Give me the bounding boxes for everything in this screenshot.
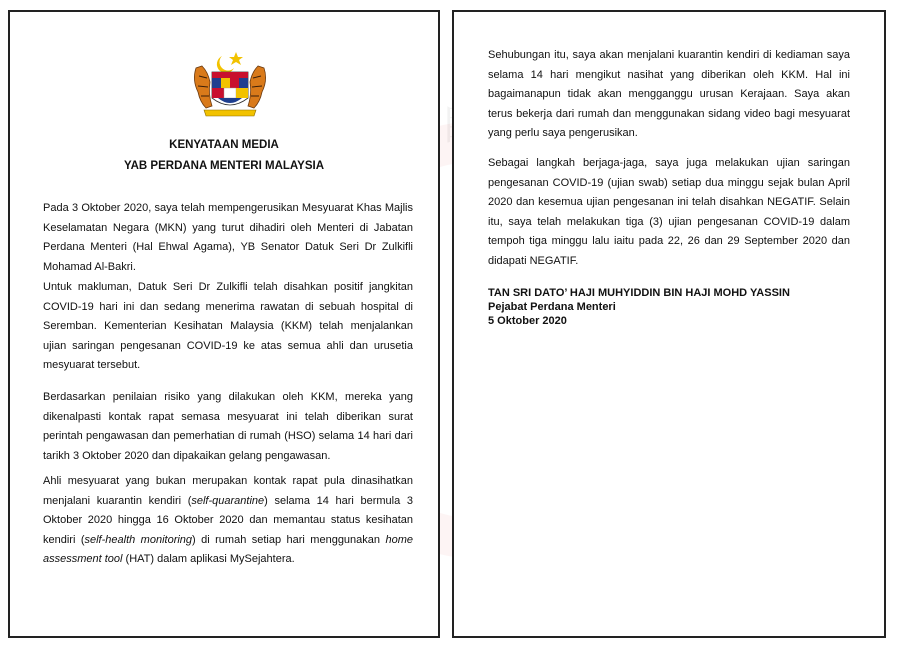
paragraph-2: Untuk makluman, Datuk Seri Dr Zulkifli telah disahkan positif jangkitan COVID-19 hari ini dan sedang menerima rawatan di sebuah hospital di Seremban. Kementerian Kesihatan Malaysia (KKM) telah menjalankan ujian saringan pengesanan COVID-19 ke atas semua ahli dan urusetia mesyuarat tersebut. bbox=[43, 281, 413, 372]
paragraph-4-text: ) di rumah setiap hari menggunakan bbox=[192, 533, 386, 546]
paragraph-4-italic-term: self-quarantine bbox=[191, 494, 265, 507]
paragraph-4-text: ) selama 14 hari bermula 3 Oktober 2020 hingga 16 Oktober 2020 dan memantau status kesihatan kendiri ( bbox=[43, 494, 413, 546]
malaysia-coat-of-arms-icon bbox=[188, 46, 272, 122]
document-page-2 bbox=[452, 10, 886, 638]
paragraph-4-text: (HAT) dalam aplikasi MySejahtera. bbox=[122, 553, 295, 566]
paragraph-4-text: Ahli mesyuarat yang bukan merupakan kontak rapat pula dinasihatkan menjalani kuarantin kendiri ( bbox=[43, 475, 413, 507]
press-statement-subtitle: YAB PERDANA MENTERI MALAYSIA bbox=[124, 160, 324, 172]
statement-date: 5 Oktober 2020 bbox=[488, 315, 567, 327]
paragraph-4-italic-term: self-health monitoring bbox=[84, 533, 193, 546]
paragraph-5: Sehubungan itu, saya akan menjalani kuarantin kendiri di kediaman saya selama 14 hari mengikut nasihat yang diberikan oleh KKM. Hal ini bagaimanapun tidak akan mengganggu urusan Kerajaan. Saya akan terus bekerja dari rumah dan menggunakan sidang video bagi mesyuarat yang perlu saya pengerusikan. bbox=[488, 49, 850, 140]
paragraph-4-italic-term: home assessment tool bbox=[43, 533, 413, 566]
paragraph-4 bbox=[43, 472, 413, 570]
paragraph-3: Berdasarkan penilaian risiko yang dilakukan oleh KKM, mereka yang dikenalpasti kontak rapat semasa mesyuarat ini telah diberikan surat perintah pengawasan dan pemerhatian di rumah (HSO) selama 14 hari dari tarikh 3 Oktober 2020 dan dipakaikan gelang pengawasan. bbox=[43, 391, 413, 462]
paragraph-6: Sebagai langkah berjaga-jaga, saya juga melakukan ujian saringan pengesanan COVID-19 (ujian swab) setiap dua minggu sejak bulan April 2020 dan kesemua ujian pengesanan ini telah disahkan NEGATIF. Selain itu, saya telah melakukan tiga (3) ujian pengesanan COVID-19 dalam tempoh tiga minggu lalu iaitu pada 22, 26 dan 29 September 2020 dan didapati NEGATIF. bbox=[488, 157, 850, 267]
press-statement-title: KENYATAAN MEDIA bbox=[169, 139, 279, 151]
paragraph-1: Pada 3 Oktober 2020, saya telah mempengerusikan Mesyuarat Khas Majlis Keselamatan Negara (MKN) yang turut dihadiri oleh Menteri di Jabatan Perdana Menteri (Hal Ehwal Agama), YB Senator Datuk Seri Dr Zulkifli Mohamad Al-Bakri. bbox=[43, 202, 413, 273]
signatory-name: TAN SRI DATO’ HAJI MUHYIDDIN BIN HAJI MOHD YASSIN bbox=[488, 287, 790, 299]
signatory-office: Pejabat Perdana Menteri bbox=[488, 301, 616, 313]
document-page-1 bbox=[8, 10, 440, 638]
